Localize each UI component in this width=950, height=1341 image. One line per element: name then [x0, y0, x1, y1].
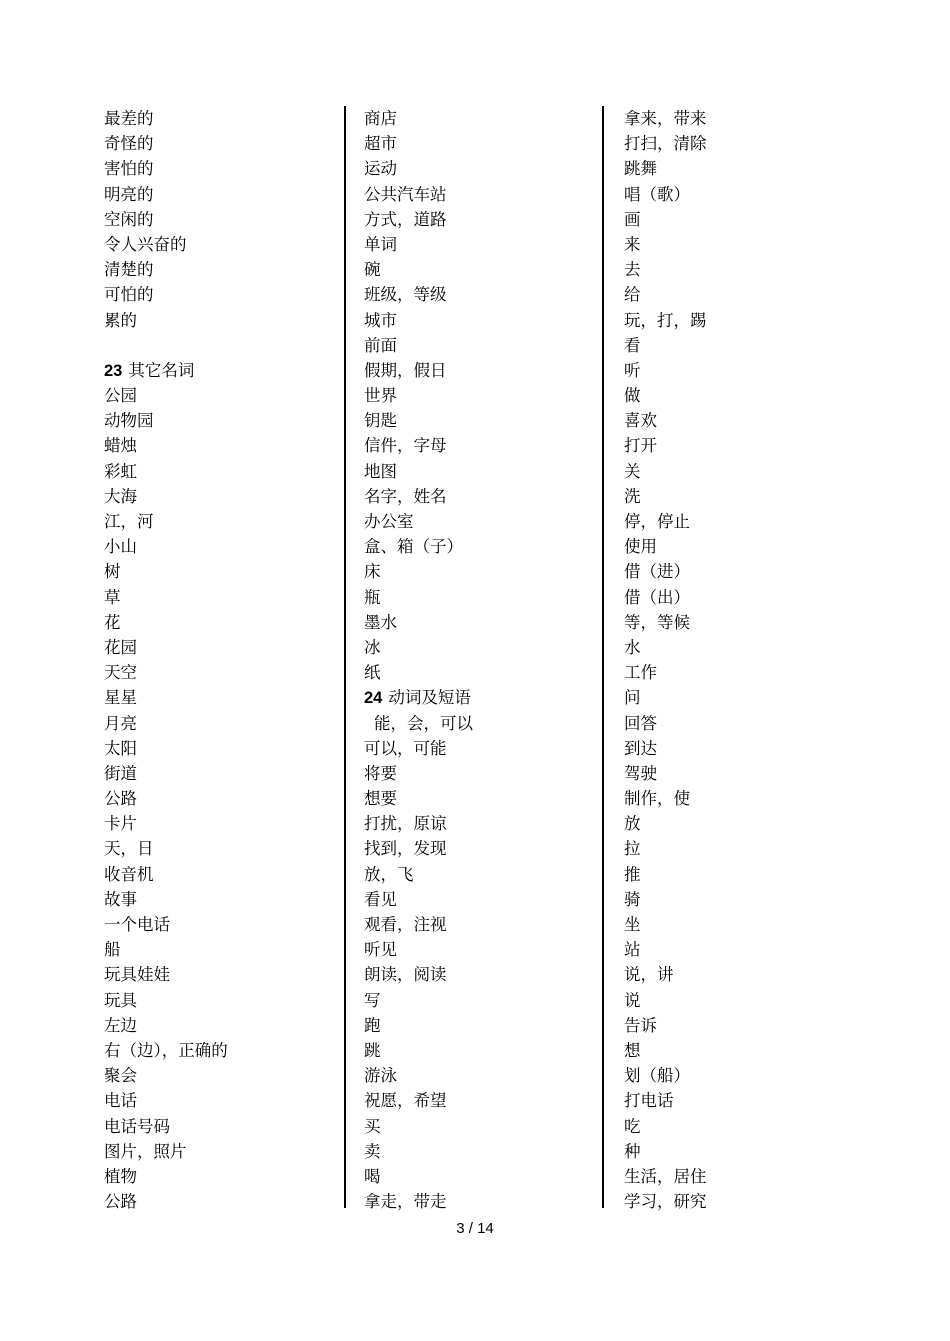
- vocab-item: 打扫，清除: [624, 134, 707, 154]
- vocab-item: 左边: [104, 1015, 137, 1035]
- vocab-item: 等，等候: [624, 612, 690, 632]
- vocab-item: 种: [624, 1141, 641, 1161]
- vocab-item: 太阳: [104, 738, 137, 758]
- vocab-item: 玩具娃娃: [104, 965, 170, 985]
- vocab-item: 单词: [364, 234, 397, 254]
- vocab-item: 找到，发现: [364, 839, 447, 859]
- vocab-item: 水: [624, 637, 641, 657]
- vocab-item: 生活，居住: [624, 1166, 707, 1186]
- vocab-item: 拿走，带走: [364, 1192, 447, 1212]
- vocab-item: 看: [624, 335, 641, 355]
- vocab-item: 冰: [364, 637, 381, 657]
- column-divider-1: [344, 106, 346, 1208]
- vocab-item: 告诉: [624, 1015, 657, 1035]
- vocab-item: 瓶: [364, 587, 381, 607]
- vocab-item: 最差的: [104, 109, 154, 128]
- vocab-item: 唱（歌）: [624, 184, 690, 204]
- vocab-item: 放: [624, 814, 641, 834]
- vocab-item: 右（边），正确的: [104, 1040, 228, 1060]
- vocab-item: 假期，假日: [364, 360, 447, 380]
- vocab-item: 奇怪的: [104, 134, 154, 154]
- vocab-item: 划（船）: [624, 1066, 690, 1086]
- vocab-item: 来: [624, 234, 641, 254]
- vocab-item: 坐: [624, 915, 641, 934]
- vocab-item: 写: [364, 990, 381, 1010]
- vocab-item: 打扰，原谅: [364, 814, 447, 834]
- vocab-item: 钥匙: [364, 411, 397, 431]
- vocab-item: 想要: [364, 789, 397, 809]
- vocab-item: 运动: [364, 159, 397, 179]
- vocab-item: 动物园: [104, 411, 154, 431]
- vocab-item: 喜欢: [624, 411, 657, 431]
- vocab-item: 船: [104, 940, 121, 960]
- vocab-item: 世界: [364, 386, 397, 406]
- vocab-item: 放，飞: [364, 864, 414, 884]
- vocab-item: 电话: [104, 1091, 137, 1111]
- vocab-item: 喝: [364, 1166, 381, 1186]
- vocab-item: 植物: [104, 1166, 137, 1186]
- section-number: 24: [364, 689, 383, 708]
- word-column-3: [624, 106, 854, 1214]
- vocab-item: 卡片: [104, 814, 137, 834]
- vocab-item: 制作，使: [624, 789, 690, 809]
- vocab-item: 去: [624, 260, 641, 280]
- vocab-item: 做: [624, 386, 641, 406]
- vocab-item: 收音机: [104, 864, 154, 884]
- vocab-item: 花园: [104, 637, 137, 657]
- column-divider-2: [602, 106, 604, 1208]
- vocab-item: 跳舞: [624, 159, 657, 179]
- vocab-item: 彩虹: [104, 461, 137, 481]
- vocab-item: 祝愿，希望: [364, 1091, 447, 1111]
- vocab-item: 可怕的: [104, 285, 154, 305]
- vocab-item: 月亮: [104, 713, 137, 733]
- vocab-item: 可以，可能: [364, 738, 447, 758]
- vocab-item: 停，停止: [624, 512, 690, 531]
- vocab-item: 工作: [624, 663, 657, 683]
- vocab-item: 商店: [364, 109, 397, 128]
- vocab-item: 驾驶: [624, 763, 657, 783]
- vocab-item: 能，会，可以: [374, 713, 473, 733]
- vocab-item: 街道: [104, 763, 137, 783]
- vocab-item: 一个电话: [104, 915, 170, 934]
- vocab-item: 害怕的: [104, 159, 154, 179]
- vocab-item: 名字，姓名: [364, 486, 447, 506]
- vocab-item: 公路: [104, 1192, 137, 1212]
- page-number: 3 / 14: [456, 1220, 494, 1237]
- section-number: 23: [104, 361, 123, 380]
- vocab-item: 使用: [624, 537, 657, 557]
- vocab-item: 跳: [364, 1040, 381, 1060]
- vocab-item: 超市: [364, 134, 397, 154]
- vocab-item: 明亮的: [104, 184, 154, 204]
- vocab-item: 拉: [624, 839, 641, 859]
- vocab-item: 信件，字母: [364, 436, 447, 456]
- vocab-item: 蜡烛: [104, 436, 137, 456]
- vocab-item: 借（进）: [624, 562, 690, 582]
- vocab-item: 看见: [364, 889, 397, 909]
- vocab-item: 给: [624, 285, 641, 305]
- section-title: 其它名词: [128, 360, 195, 380]
- vocab-item: 买: [364, 1116, 381, 1136]
- vocab-item: 碗: [364, 260, 381, 280]
- word-column-1: [104, 106, 334, 1214]
- vocab-item: 纸: [364, 663, 381, 683]
- vocab-item: 朗读，阅读: [364, 965, 447, 985]
- vocab-item: 聚会: [104, 1066, 137, 1086]
- vocab-item: 听: [624, 360, 641, 380]
- vocab-item: 方式，道路: [364, 209, 447, 229]
- vocab-item: 说: [624, 990, 641, 1010]
- vocab-item: 推: [624, 864, 641, 884]
- vocab-item: 画: [624, 209, 641, 229]
- vocab-item: 观看，注视: [364, 915, 447, 934]
- vocab-item: 树: [104, 562, 121, 582]
- vocab-item: 令人兴奋的: [104, 234, 187, 254]
- vocab-item: 想: [624, 1040, 641, 1060]
- vocab-item: 班级，等级: [364, 285, 447, 305]
- vocab-item: 累的: [104, 310, 137, 330]
- vocab-item: 跑: [364, 1015, 381, 1035]
- word-column-2: [364, 106, 594, 1214]
- section-title: 动词及短语: [388, 688, 471, 708]
- vocab-item: 空闲的: [104, 209, 154, 229]
- vocab-item: 办公室: [364, 512, 414, 531]
- vocab-item: 将要: [364, 763, 397, 783]
- vocab-item: 墨水: [364, 612, 397, 632]
- vocab-item: 大海: [104, 486, 137, 506]
- vocab-item: 清楚的: [104, 260, 154, 280]
- vocab-item: 借（出）: [624, 587, 690, 607]
- vocab-item: 天空: [104, 663, 137, 683]
- vocab-item: 图片，照片: [104, 1141, 187, 1161]
- vocab-item: 前面: [364, 335, 397, 355]
- vocab-item: 草: [104, 587, 121, 607]
- vocab-item: 地图: [364, 461, 397, 481]
- vocab-item: 电话号码: [104, 1116, 170, 1136]
- vocab-item: 公共汽车站: [364, 184, 447, 204]
- vocab-item: 问: [624, 688, 641, 708]
- vocab-item: 说，讲: [624, 965, 674, 985]
- vocab-item: 玩具: [104, 990, 137, 1010]
- vocab-item: 关: [624, 461, 641, 481]
- vocab-item: 花: [104, 612, 121, 632]
- vocab-item: 听见: [364, 940, 397, 960]
- vocab-item: 江，河: [104, 512, 154, 531]
- vocab-item: 学习，研究: [624, 1192, 707, 1212]
- vocab-item: 吃: [624, 1116, 641, 1136]
- vocab-item: 回答: [624, 713, 657, 733]
- vocab-item: 拿来，带来: [624, 109, 707, 128]
- vocab-item: 小山: [104, 537, 137, 557]
- vocab-item: 打电话: [624, 1091, 674, 1111]
- vocab-item: 天，日: [104, 839, 154, 859]
- vocab-item: 打开: [624, 436, 657, 456]
- vocab-item: 公路: [104, 789, 137, 809]
- section-heading: [364, 685, 594, 710]
- section-heading: [104, 358, 334, 383]
- vocab-item: 盒、箱（子）: [364, 537, 463, 557]
- vocab-item: 玩，打，踢: [624, 310, 707, 330]
- vocab-item: 床: [364, 562, 381, 582]
- vocab-item: 城市: [364, 310, 397, 330]
- blank-line: [104, 333, 334, 358]
- vocab-item: 站: [624, 940, 641, 960]
- vocab-item: 到达: [624, 738, 657, 758]
- vocab-item: 洗: [624, 486, 641, 506]
- vocab-item: 游泳: [364, 1066, 397, 1086]
- vocab-item: 故事: [104, 889, 137, 909]
- vocab-item: 骑: [624, 889, 641, 909]
- vocab-item: 公园: [104, 386, 137, 406]
- vocab-item: 卖: [364, 1141, 381, 1161]
- vocab-item: 星星: [104, 688, 137, 708]
